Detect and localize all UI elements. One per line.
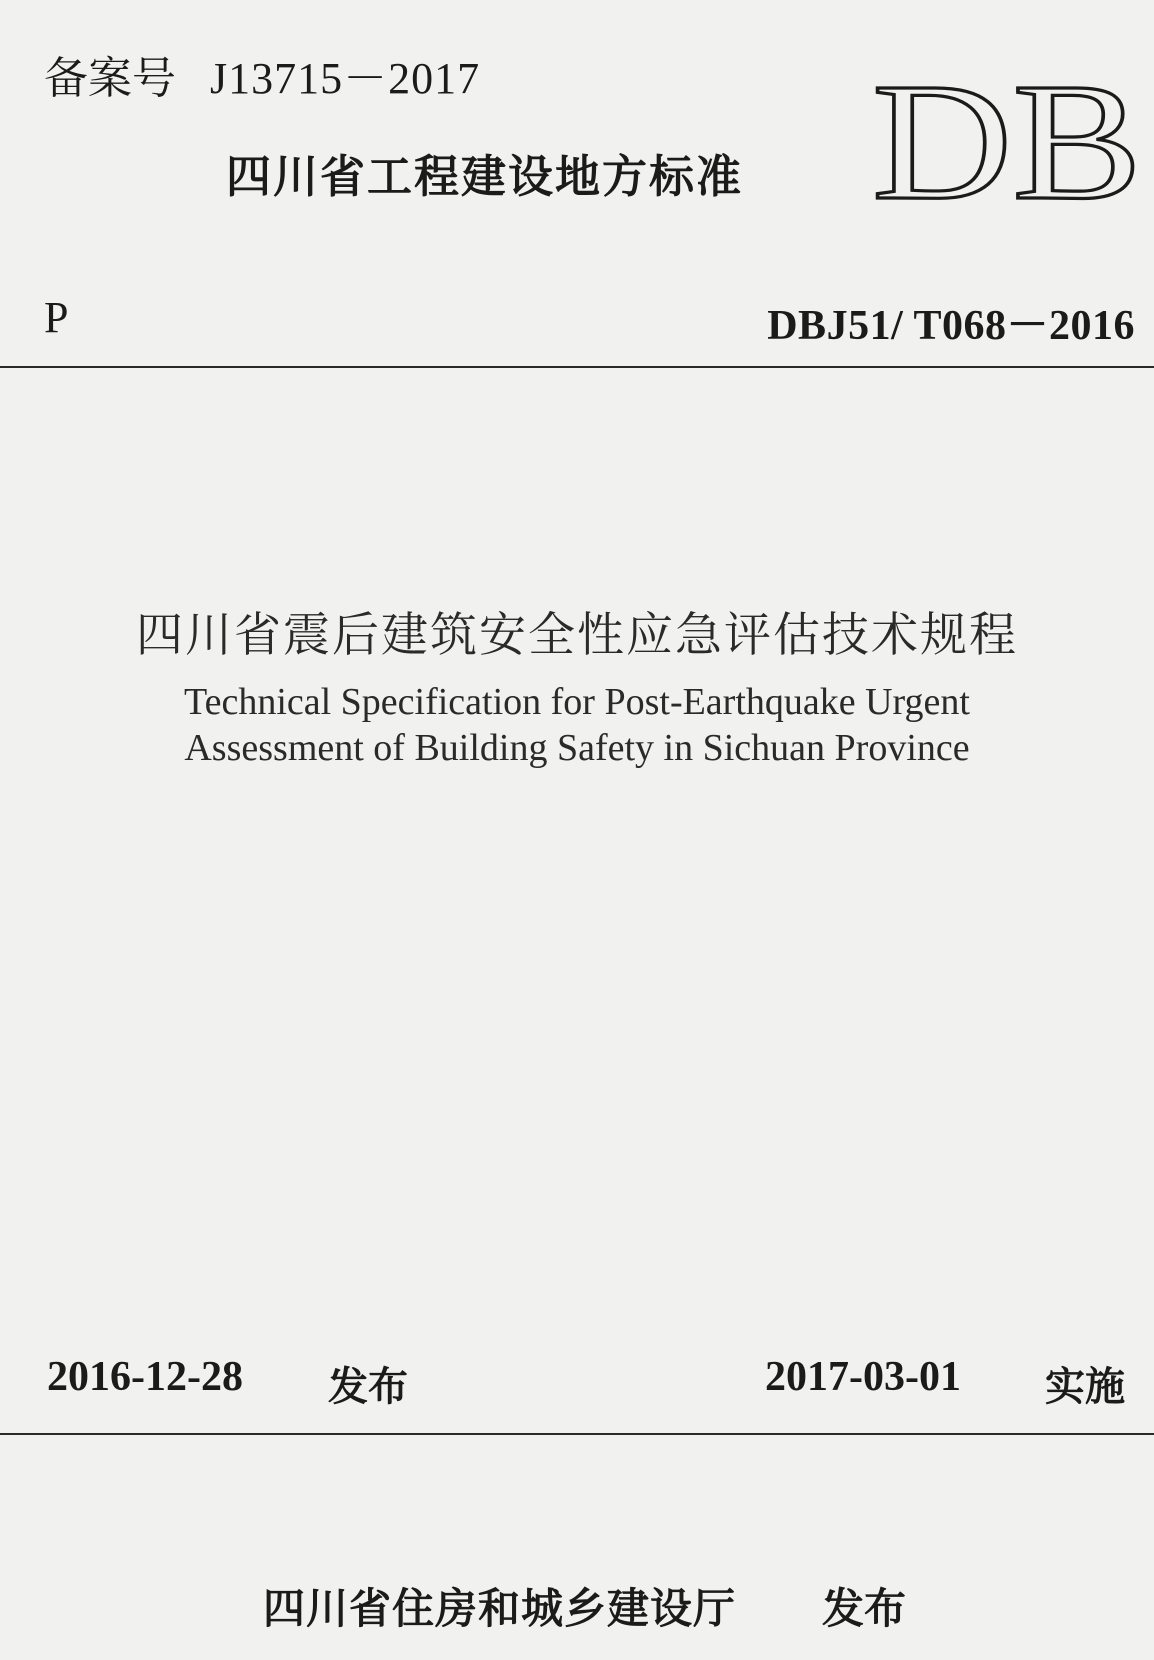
bottom-divider [0,1433,1154,1435]
classification-letter: P [44,293,69,342]
implementation-date: 2017-03-01 [765,1354,961,1400]
title-chinese: 四川省震后建筑安全性应急评估技术规程 [136,608,1018,663]
issue-date: 2016-12-28 [47,1354,243,1400]
filing-record [44,42,480,106]
issue-label: 发布 [328,1364,408,1410]
publisher: 四川省住房和城乡建设厅 [263,1584,737,1633]
title-english-line1: Technical Specification for Post-Earthquake Urgent [184,681,970,723]
standard-code: DBJ51/ T068－2016 [767,303,1135,349]
db-logo [872,76,1142,206]
publisher-action: 发布 [822,1584,907,1633]
implementation-label: 实施 [1045,1364,1125,1410]
top-divider [0,366,1154,368]
filing-number: J13715－2017 [210,54,481,103]
standard-type: 四川省工程建设地方标准 [226,150,744,203]
title-english-line2: Assessment of Building Safety in Sichuan Province [184,727,970,769]
filing-label: 备案号 [44,53,176,104]
db-logo-text: DB [872,76,1142,206]
